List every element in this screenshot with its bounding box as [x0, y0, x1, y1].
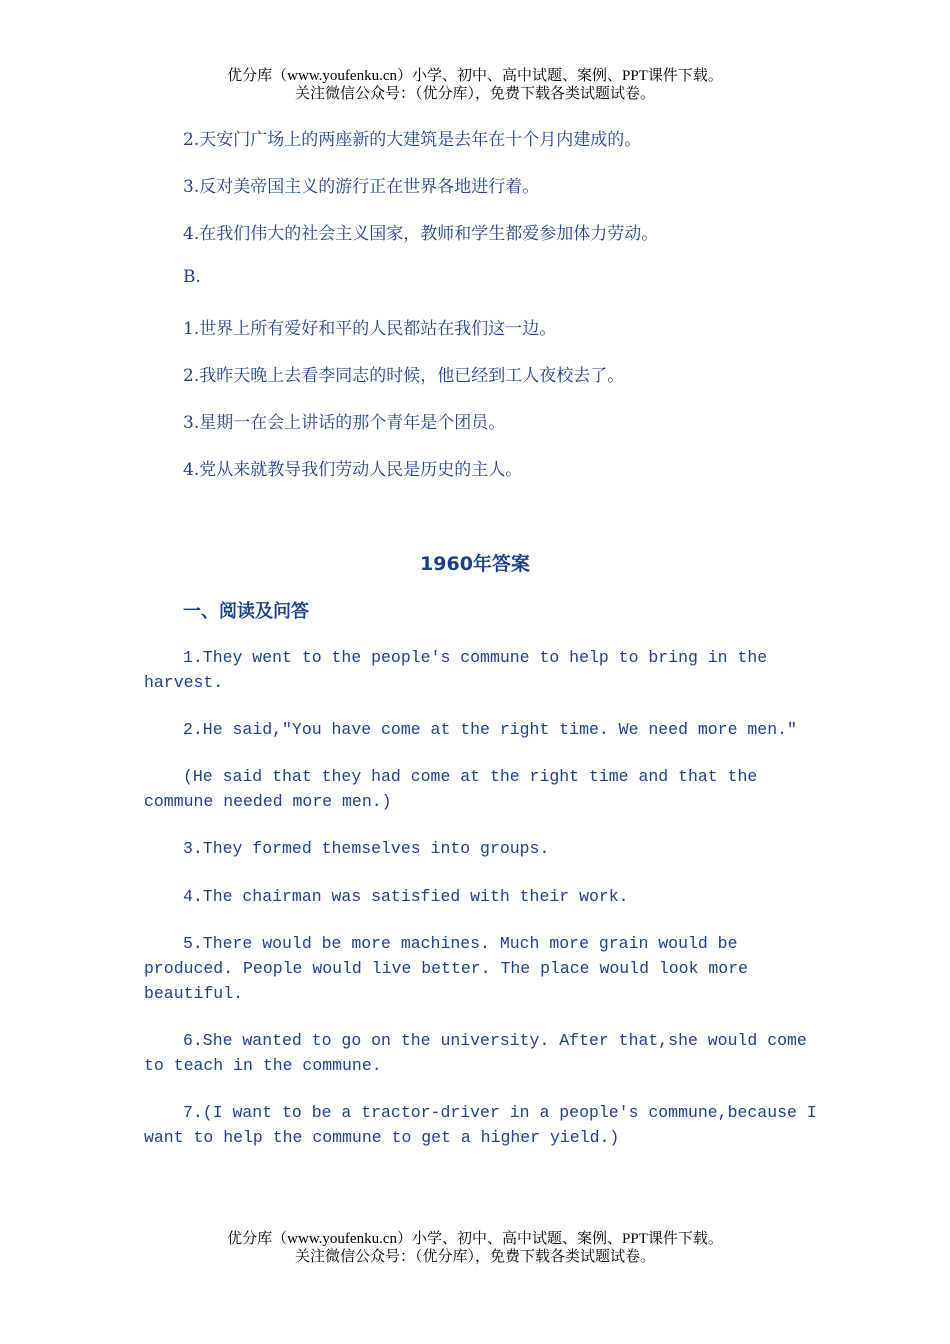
- section-b-item-3: 3.星期一在会上讲话的那个青年是个团员。: [183, 413, 506, 433]
- answer-item-7-line-2: want to help the commune to get a higher yield.): [144, 1128, 620, 1147]
- answer-item-5-line-3: beautiful.: [144, 984, 244, 1003]
- section-a-item-2: 2.天安门广场上的两座新的大建筑是去年在十个月内建成的。: [183, 130, 642, 150]
- header-line-2: 关注微信公众号：（优分库），免费下载各类试题试卷。: [294, 86, 655, 102]
- section-b-item-1: 1.世界上所有爱好和平的人民都站在我们这一边。: [183, 319, 557, 339]
- answer-item-6-line-2: to teach in the commune.: [144, 1056, 382, 1075]
- answer-item-2: [144, 717, 804, 742]
- page-footer: [0, 1230, 950, 1266]
- answer-item-7-line-1: 7.(I want to be a tractor-driver in a people's commune,because I: [183, 1103, 817, 1122]
- section-b-item-4: 4.党从来就教导我们劳动人民是历史的主人。: [183, 460, 523, 480]
- header-line-1: 优分库（www.youfenku.cn）小学、初中、高中试题、案例、PPT课件下载。: [227, 68, 723, 84]
- answer-item-2-alt: [144, 764, 804, 814]
- answer-item-5: [144, 931, 804, 1006]
- answer-item-5-line-1: 5.There would be more machines. Much more grain would be: [183, 934, 738, 953]
- part1-heading: 一、阅读及问答: [183, 601, 309, 622]
- section-b-item-2: 2.我昨天晚上去看李同志的时候，他已经到工人夜校去了。: [183, 366, 625, 386]
- answer-item-6: [144, 1028, 807, 1078]
- answer-item-4-line-1: 4.The chairman was satisfied with their work.: [183, 887, 629, 906]
- page-header: [0, 67, 950, 103]
- answer-item-7: [144, 1100, 817, 1150]
- section-b-label: B.: [183, 267, 201, 287]
- footer-line-2: 关注微信公众号：（优分库），免费下载各类试题试卷。: [294, 1249, 655, 1265]
- answer-item-1-line-2: harvest.: [144, 673, 224, 692]
- answer-item-2-line-1: 2.He said,"You have come at the right time. We need more men.": [183, 720, 797, 739]
- answer-item-5-line-2: produced. People would live better. The place would look more: [144, 959, 748, 978]
- answer-item-4: [144, 884, 804, 909]
- answer-item-1-line-1: 1.They went to the people's commune to help to bring in the: [183, 648, 768, 667]
- answer-item-3-line-1: 3.They formed themselves into groups.: [183, 839, 550, 858]
- answer-item-6-line-1: 6.She wanted to go on the university. After that,she would come: [183, 1031, 807, 1050]
- answer-item-2-alt-line-1: (He said that they had come at the right time and that the: [183, 767, 758, 786]
- answers-title: 1960年答案: [420, 553, 530, 575]
- answer-item-2-alt-line-2: commune needed more men.): [144, 792, 392, 811]
- section-a-item-4: 4.在我们伟大的社会主义国家，教师和学生都爱参加体力劳动。: [183, 224, 659, 244]
- answer-item-1: [144, 645, 804, 695]
- answer-item-3: [144, 836, 804, 861]
- footer-line-1: 优分库（www.youfenku.cn）小学、初中、高中试题、案例、PPT课件下载。: [227, 1231, 723, 1247]
- section-a-item-3: 3.反对美帝国主义的游行正在世界各地进行着。: [183, 177, 540, 197]
